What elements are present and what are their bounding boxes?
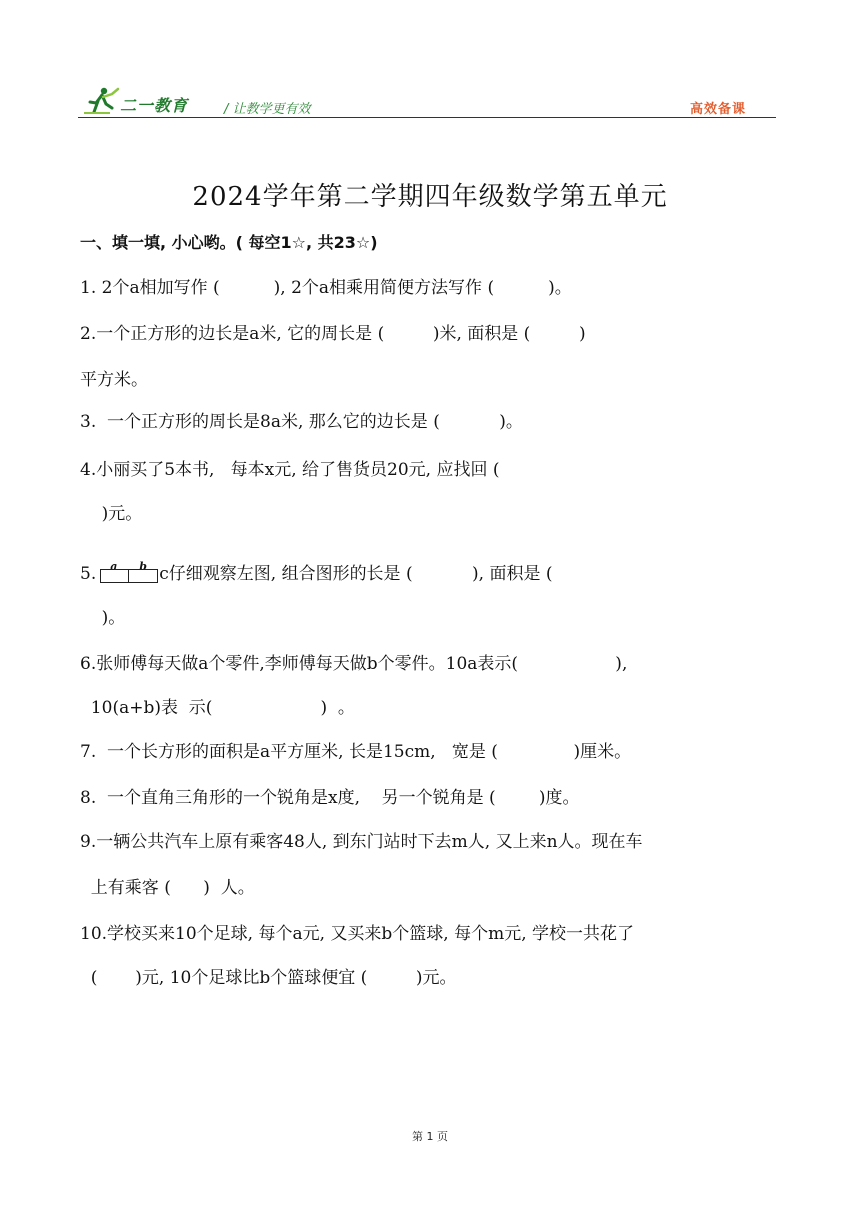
question-5-text: c仔细观察左图, 组合图形的长是 ( ), 面积是 (: [159, 564, 553, 584]
question-4-line-1: 4.小丽买了5本书, 每本x元, 给了售货员20元, 应找回 (: [80, 460, 500, 480]
page-title: 2024学年第二学期四年级数学第五单元: [192, 182, 668, 212]
question-6-line-1: 6.张师傅每天做a个零件,李师傅每天做b个零件。10a表示( ),: [80, 654, 628, 674]
question-7: 7. 一个长方形的面积是a平方厘米, 长是15cm, 宽是 ( )厘米。: [80, 742, 632, 762]
logo-text: 二一教育: [120, 96, 189, 115]
page-number: 第 1 页: [412, 1130, 448, 1143]
question-10-line-2: ( )元, 10个足球比b个篮球便宜 ( )元。: [80, 968, 457, 988]
question-2-line-2: 平方米。: [80, 370, 148, 390]
header-divider: [78, 117, 776, 118]
question-6-line-2: 10(a+b)表 示( ) 。: [80, 698, 355, 718]
question-10-line-1: 10.学校买来10个足球, 每个a元, 又买来b个篮球, 每个m元, 学校一共花了: [80, 924, 635, 944]
question-1: 1. 2个a相加写作 ( ), 2个a相乘用简便方法写作 ( )。: [80, 278, 572, 298]
page-header: [78, 86, 776, 118]
composite-rectangle-figure: [100, 560, 158, 582]
question-2-line-1: 2.一个正方形的边长是a米, 它的周长是 ( )米, 面积是 ( ): [80, 324, 586, 344]
question-4-line-2: )元。: [80, 504, 143, 524]
runner-logo-icon: [82, 86, 122, 116]
figure-label-a: a: [110, 560, 118, 573]
figure-divider: [128, 569, 129, 583]
question-5-number: 5.: [80, 564, 97, 584]
question-9-line-1: 9.一辆公共汽车上原有乘客48人, 到东门站时下去m人, 又上来n人。现在车: [80, 832, 643, 852]
header-right-label: 高效备课: [689, 102, 746, 117]
question-5-line-1: [80, 562, 553, 586]
question-3: 3. 一个正方形的周长是8a米, 那么它的边长是 ( )。: [80, 412, 523, 432]
question-8: 8. 一个直角三角形的一个锐角是x度, 另一个锐角是 ( )度。: [80, 788, 580, 808]
figure-label-b: b: [139, 560, 147, 573]
figure-outline: [100, 569, 158, 583]
question-9-line-2: 上有乘客 ( ) 人。: [80, 878, 255, 898]
question-5-line-2: )。: [80, 608, 126, 628]
section-heading: 一、填一填, 小心哟。( 每空1☆, 共23☆): [80, 233, 378, 252]
header-slogan: / 让教学更有效: [224, 102, 311, 117]
